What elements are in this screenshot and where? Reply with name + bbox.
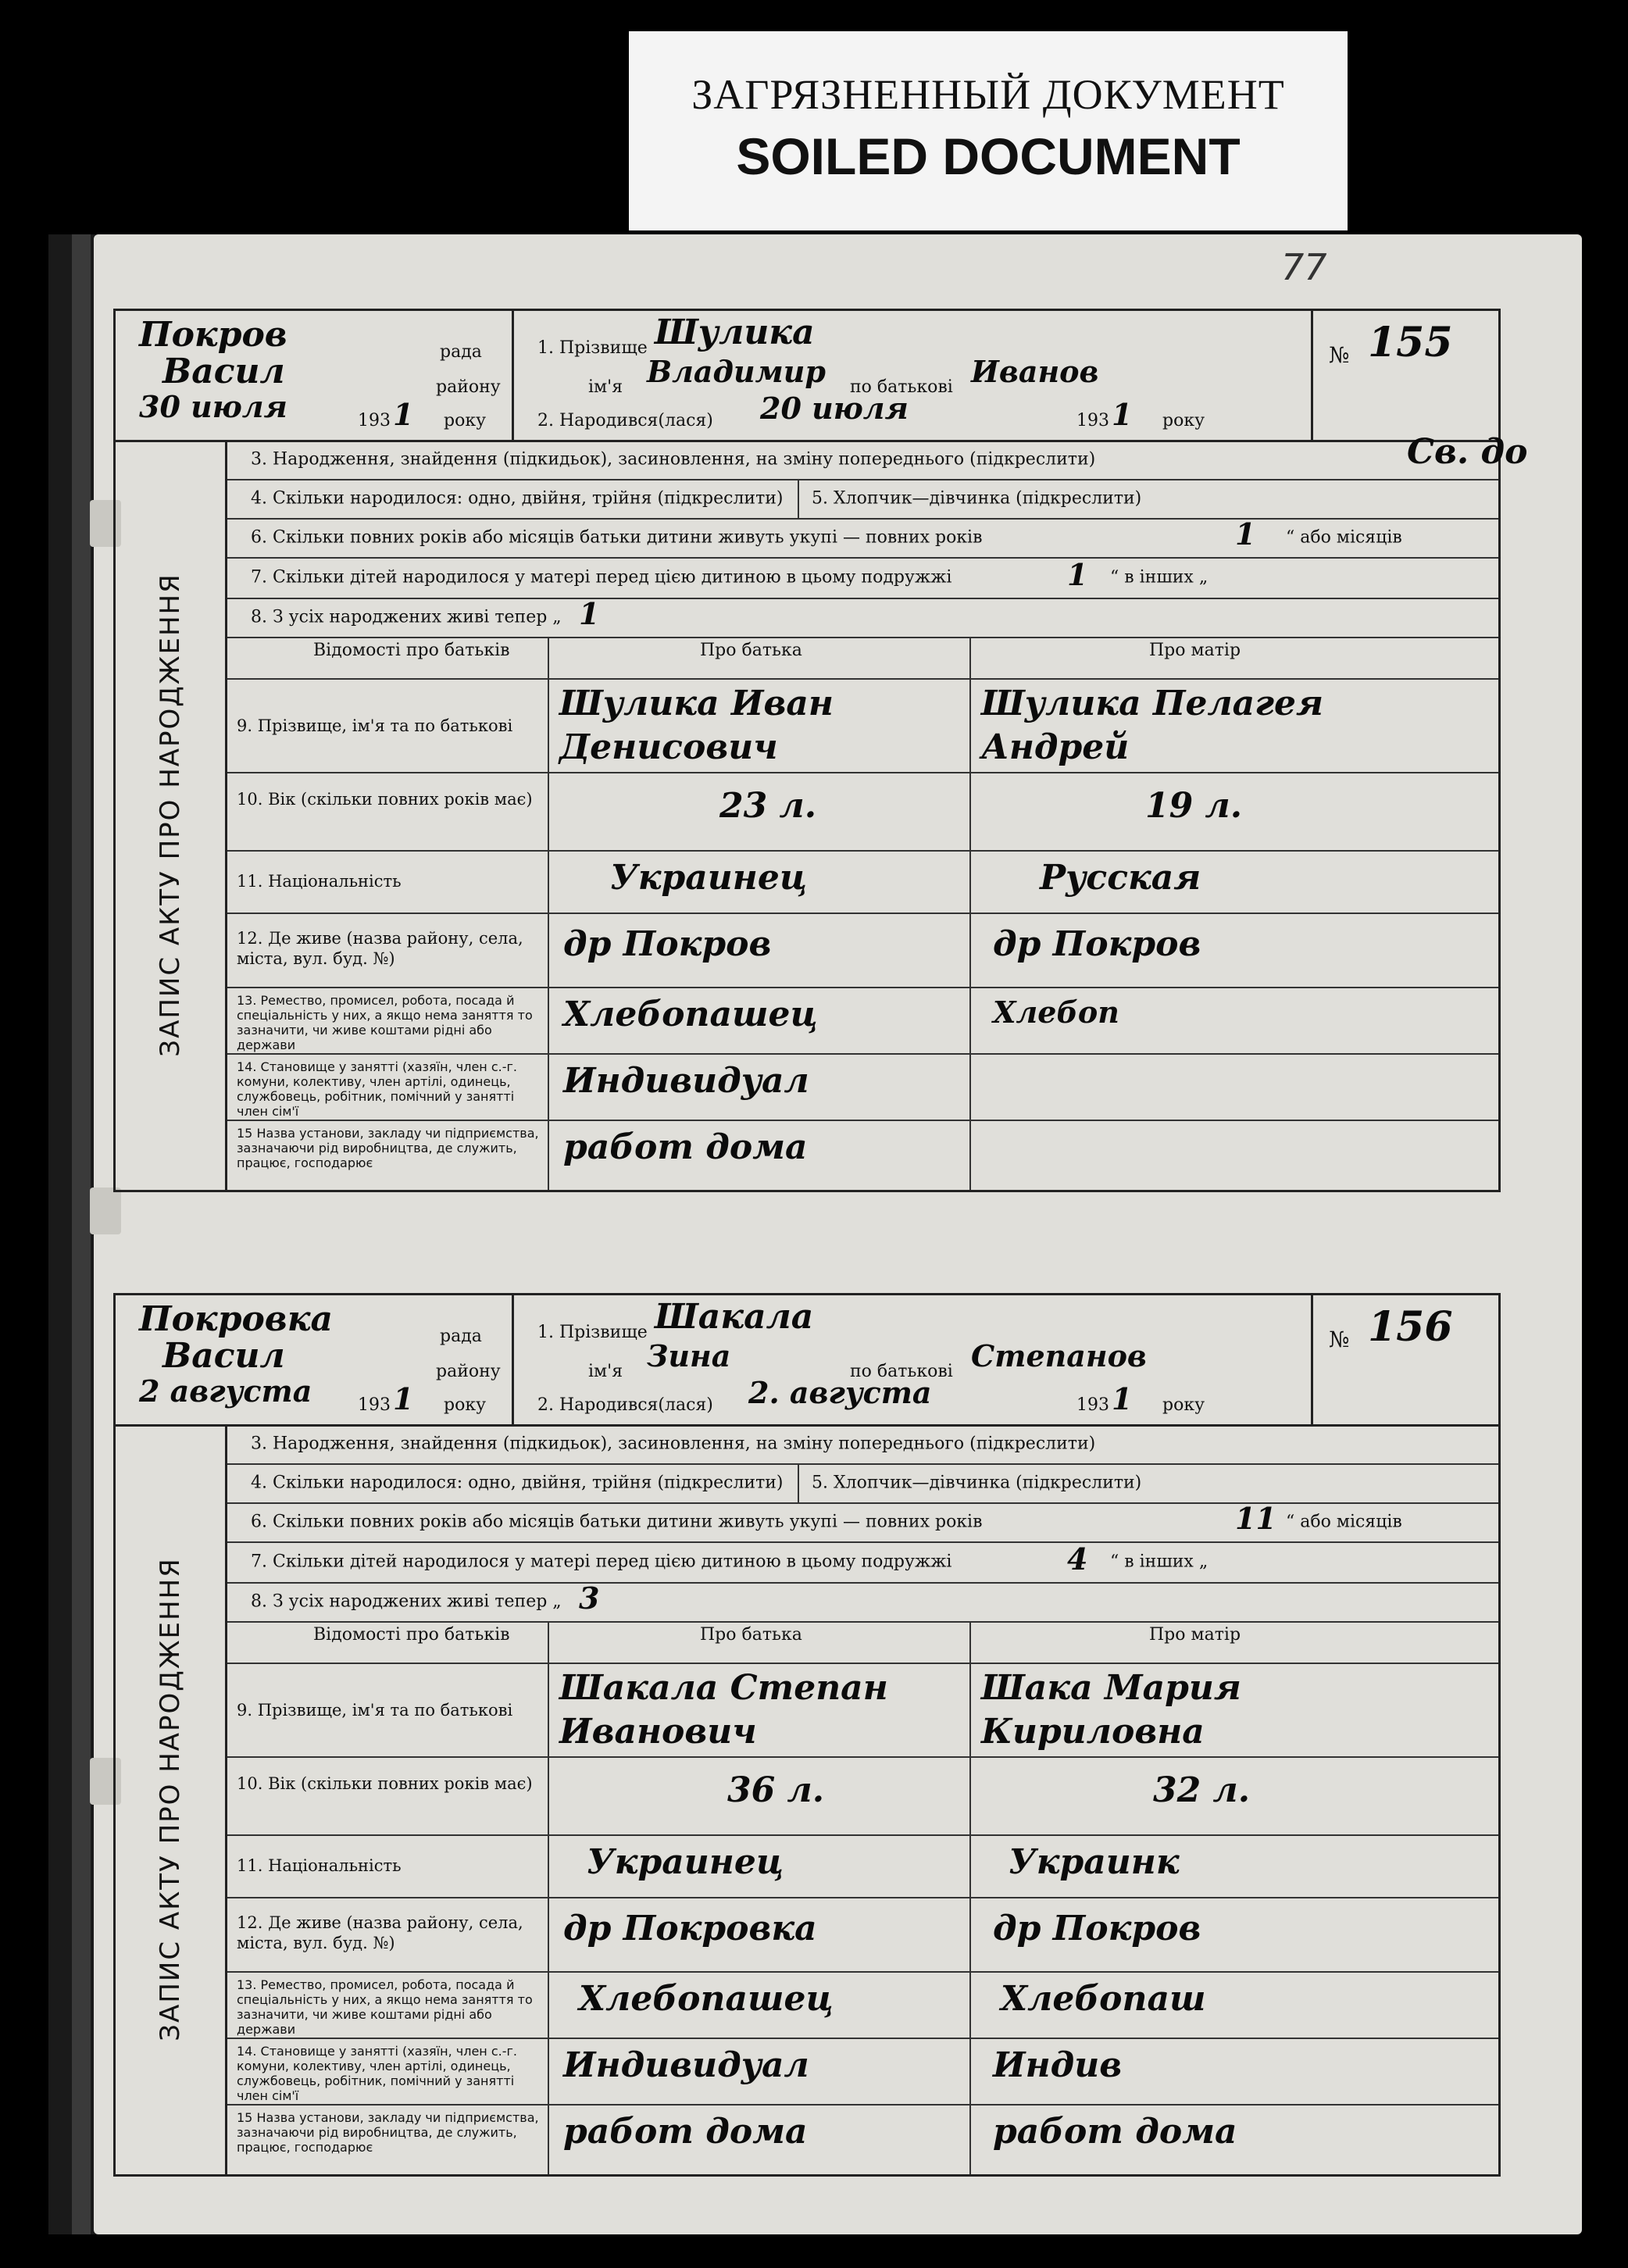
- q7-other-label: “ в інших „: [1110, 567, 1209, 588]
- header-divider: [548, 637, 549, 678]
- r10-label: 10. Вік (скільки повних років має): [237, 790, 533, 809]
- father-heading: Про батька: [700, 641, 802, 660]
- r9-label: 9. Прізвище, ім'я та по батькові: [237, 1701, 513, 1720]
- name-label: ім'я: [588, 1362, 623, 1381]
- r11-label: 11. Національність: [237, 1856, 402, 1875]
- surname-handwritten: Шакала: [655, 1297, 814, 1337]
- r15-label: 15 Назва установи, закладу чи підприємства, зазначаючи рід виробництва, де служить, працює, господарює: [237, 2110, 539, 2155]
- side-title: [116, 440, 227, 1190]
- patronymic-handwritten: Степанов: [971, 1338, 1147, 1373]
- record-number-handwritten: 156: [1368, 1303, 1453, 1351]
- father-heading: Про батька: [700, 1625, 802, 1645]
- row-10: [227, 772, 1498, 852]
- father-age-handwritten: 36 л.: [727, 1770, 825, 1810]
- r15-label: 15 Назва установи, закладу чи підприємства, зазначаючи рід виробництва, де служить, працює, господарює: [237, 1126, 539, 1170]
- row-14: [227, 2038, 1498, 2105]
- folio-number: 77: [1281, 246, 1327, 288]
- header-divider: [969, 1621, 971, 1663]
- q7-text: 7. Скільки дітей народилося у матері перед цією дитиною в цьому подружжі: [251, 567, 952, 588]
- father-residence-handwritten: др Покровка: [563, 1909, 817, 1948]
- q7-handwritten: 4: [1067, 1541, 1088, 1577]
- q8-text: 8. З усіх народжених живі тепер „: [251, 607, 562, 627]
- row-13: [227, 987, 1498, 1055]
- born-date-handwritten: 20 июля: [760, 391, 909, 426]
- row-15: [227, 1120, 1498, 1188]
- row-11: [227, 1834, 1498, 1898]
- rayon-label: району: [436, 1362, 501, 1381]
- mother-heading: Про матір: [1149, 641, 1241, 660]
- r11-label: 11. Національність: [237, 872, 402, 891]
- born-label: 2. Народився(лася): [537, 1395, 713, 1415]
- surname-label: 1. Прізвище: [537, 338, 648, 358]
- q4-q5-divider: [798, 479, 799, 518]
- number-sign: №: [1329, 1327, 1350, 1352]
- header-location: [116, 311, 514, 440]
- q4-q5-divider: [798, 1463, 799, 1502]
- birth-record-155: [113, 309, 1528, 1192]
- mother-status-handwritten: Индив: [993, 2045, 1123, 2085]
- mother-heading: Про матір: [1149, 1625, 1241, 1645]
- parents-table-header: [227, 637, 1498, 680]
- header-child: [514, 1295, 1313, 1424]
- r9-label: 9. Прізвище, ім'я та по батькові: [237, 716, 513, 735]
- row-9: [227, 678, 1498, 773]
- year-prefix: 193: [358, 411, 391, 430]
- rada-handwritten: Покров: [139, 315, 287, 355]
- book-spine-highlight: [72, 234, 91, 2234]
- born-date-handwritten: 2. августа: [748, 1375, 932, 1410]
- q6-text: 6. Скільки повних років або місяців батьки дитини живуть укупі — повних років: [251, 527, 983, 548]
- rayon-handwritten: Васил: [162, 1336, 285, 1376]
- number-sign: №: [1329, 342, 1350, 368]
- patronymic-handwritten: Иванов: [971, 354, 1099, 389]
- father-status-handwritten: Индивидуал: [563, 2045, 809, 2085]
- year-handwritten: 1: [393, 397, 414, 432]
- r13-label: 13. Ремество, промисел, робота, посада й спеціальність у них, а якщо нема заняття то зазначити, чи живе коштами рідні або держави: [237, 1977, 533, 2037]
- patronymic-label: по батькові: [850, 1362, 953, 1381]
- q3-text: 3. Народження, знайдення (підкидьок), засиновлення, на зміну попереднього (підкреслити): [251, 1434, 1096, 1454]
- mother-age-handwritten: 19 л.: [1145, 786, 1243, 826]
- label-russian: ЗАГРЯЗНЕННЫЙ ДОКУМЕНТ: [691, 71, 1285, 118]
- mother-residence-handwritten: др Покров: [993, 924, 1201, 964]
- parents-table: [227, 1663, 1498, 2174]
- q7-other-label: “ в інших „: [1110, 1552, 1209, 1572]
- binding-stitch: [90, 1188, 121, 1234]
- side-title-text: ЗАПИС АКТУ ПРО НАРОДЖЕННЯ: [155, 1557, 186, 2041]
- q6-years-handwritten: 1: [1235, 516, 1256, 552]
- q5-text: 5. Хлопчик—дівчинка (підкреслити): [812, 1473, 1142, 1493]
- question-6: [227, 1502, 1498, 1543]
- question-8: [227, 1582, 1498, 1623]
- record-number-handwritten: 155: [1368, 319, 1453, 366]
- r14-label: 14. Становище у занятті (хазяїн, член с.-г. комуни, колективу, член артілі, одинець, службовець, робітник, помічний у занятті член сім'ї: [237, 1059, 517, 1119]
- rada-label: рада: [440, 342, 482, 362]
- mother-name-handwritten: Шулика Пелагея Андрей: [981, 684, 1323, 767]
- q6-months-label: “ або місяців: [1286, 527, 1402, 548]
- father-name-handwritten: Шулика Иван Денисович: [559, 684, 834, 767]
- rada-handwritten: Покровка: [139, 1299, 333, 1339]
- question-7: [227, 557, 1498, 599]
- father-occupation-handwritten: Хлебопашец: [563, 995, 818, 1034]
- q7-handwritten: 1: [1067, 557, 1088, 592]
- r12-label: 12. Де живе (назва району, села, міста, вул. буд. №): [237, 1913, 523, 1952]
- q8-text: 8. З усіх народжених живі тепер „: [251, 1591, 562, 1612]
- name-handwritten: Владимир: [647, 354, 826, 389]
- born-roku-label: року: [1162, 411, 1205, 430]
- q4-text: 4. Скільки народилося: одно, двійня, трійня (підкреслити): [251, 488, 784, 509]
- name-label: ім'я: [588, 377, 623, 397]
- rayon-label: району: [436, 377, 501, 397]
- born-year-prefix: 193: [1076, 411, 1109, 430]
- label-english: SOILED DOCUMENT: [736, 127, 1241, 185]
- q5-text: 5. Хлопчик—дівчинка (підкреслити): [812, 488, 1142, 509]
- q3-text: 3. Народження, знайдення (підкидьок), засиновлення, на зміну попереднього (підкреслити): [251, 449, 1096, 470]
- roku-label: року: [444, 1395, 487, 1415]
- header-location: [116, 1295, 514, 1424]
- rada-label: рада: [440, 1327, 482, 1346]
- father-residence-handwritten: др Покров: [563, 924, 772, 964]
- born-year-handwritten: 1: [1112, 1381, 1133, 1416]
- born-label: 2. Народився(лася): [537, 411, 713, 430]
- record-header: [116, 311, 1498, 442]
- header-number: [1313, 1295, 1498, 1424]
- question-6: [227, 518, 1498, 559]
- q8-handwritten: 3: [579, 1580, 600, 1616]
- surname-handwritten: Шулика: [655, 313, 815, 352]
- father-nationality-handwritten: Украинец: [587, 1842, 784, 1882]
- mother-name-handwritten: Шака Мария Кириловна: [981, 1668, 1241, 1752]
- roku-label: року: [444, 411, 487, 430]
- margin-note-handwritten: Св. до: [1407, 432, 1528, 472]
- record-header: [116, 1295, 1498, 1427]
- father-occupation-handwritten: Хлебопашец: [579, 1979, 834, 2019]
- father-workplace-handwritten: работ дома: [563, 2112, 808, 2152]
- r14-label: 14. Становище у занятті (хазяїн, член с.-г. комуни, колективу, член артілі, одинець, службовець, робітник, помічний у занятті член сім'ї: [237, 2044, 517, 2103]
- q6-months-label: “ або місяців: [1286, 1512, 1402, 1532]
- side-title: [116, 1424, 227, 2174]
- q4-text: 4. Скільки народилося: одно, двійня, трійня (підкреслити): [251, 1473, 784, 1493]
- mother-occupation-handwritten: Хлебопаш: [1001, 1979, 1206, 2019]
- surname-label: 1. Прізвище: [537, 1323, 648, 1342]
- registration-date-handwritten: 2 августа: [139, 1373, 312, 1409]
- question-4-5: [227, 479, 1498, 520]
- parents-table-header: [227, 1621, 1498, 1664]
- mother-workplace-handwritten: работ дома: [993, 2112, 1237, 2152]
- r10-label: 10. Вік (скільки повних років має): [237, 1774, 533, 1793]
- header-divider: [969, 637, 971, 678]
- row-14: [227, 1053, 1498, 1121]
- soiled-document-label: [629, 31, 1348, 230]
- question-3: [227, 432, 1528, 480]
- parents-table: [227, 678, 1498, 1190]
- registration-date-handwritten: 30 июля: [139, 389, 287, 424]
- mother-nationality-handwritten: Украинк: [1009, 1842, 1180, 1882]
- born-year-prefix: 193: [1076, 1395, 1109, 1415]
- rayon-handwritten: Васил: [162, 352, 285, 391]
- q7-text: 7. Скільки дітей народилося у матері перед цією дитиною в цьому подружжі: [251, 1552, 952, 1572]
- row-12: [227, 1897, 1498, 1973]
- row-13: [227, 1971, 1498, 2039]
- r12-label: 12. Де живе (назва району, села, міста, вул. буд. №): [237, 929, 523, 968]
- patronymic-label: по батькові: [850, 377, 953, 397]
- record-body: [227, 432, 1528, 1190]
- record-body: [227, 1424, 1498, 2174]
- q6-years-handwritten: 11: [1235, 1501, 1276, 1536]
- father-status-handwritten: Индивидуал: [563, 1061, 809, 1101]
- q8-handwritten: 1: [579, 596, 600, 631]
- side-title-text: ЗАПИС АКТУ ПРО НАРОДЖЕННЯ: [155, 573, 186, 1057]
- father-name-handwritten: Шакала Степан Иванович: [559, 1668, 888, 1752]
- question-7: [227, 1541, 1498, 1584]
- q6-text: 6. Скільки повних років або місяців батьки дитини живуть укупі — повних років: [251, 1512, 983, 1532]
- row-9: [227, 1663, 1498, 1758]
- mother-occupation-handwritten: Хлебоп: [993, 995, 1119, 1030]
- year-prefix: 193: [358, 1395, 391, 1415]
- year-handwritten: 1: [393, 1381, 414, 1416]
- mother-nationality-handwritten: Русская: [1040, 858, 1201, 898]
- parents-info-heading: Відомості про батьків: [313, 641, 510, 660]
- birth-record-156: [113, 1293, 1501, 2177]
- question-4-5: [227, 1463, 1498, 1504]
- father-workplace-handwritten: работ дома: [563, 1127, 808, 1167]
- father-age-handwritten: 23 л.: [719, 786, 817, 826]
- row-12: [227, 913, 1498, 988]
- born-year-handwritten: 1: [1112, 397, 1133, 432]
- header-child: [514, 311, 1313, 440]
- r13-label: 13. Ремество, промисел, робота, посада й спеціальність у них, а якщо нема заняття то зазначити, чи живе коштами рідні або держави: [237, 993, 533, 1052]
- header-number: [1313, 311, 1498, 440]
- father-nationality-handwritten: Украинец: [610, 858, 808, 898]
- question-8: [227, 598, 1498, 638]
- mother-age-handwritten: 32 л.: [1153, 1770, 1251, 1810]
- row-10: [227, 1756, 1498, 1836]
- parents-info-heading: Відомості про батьків: [313, 1625, 510, 1645]
- name-handwritten: Зина: [647, 1338, 731, 1373]
- header-divider: [548, 1621, 549, 1663]
- mother-residence-handwritten: др Покров: [993, 1909, 1201, 1948]
- row-15: [227, 2104, 1498, 2172]
- question-3: [227, 1424, 1498, 1465]
- row-11: [227, 850, 1498, 914]
- born-roku-label: року: [1162, 1395, 1205, 1415]
